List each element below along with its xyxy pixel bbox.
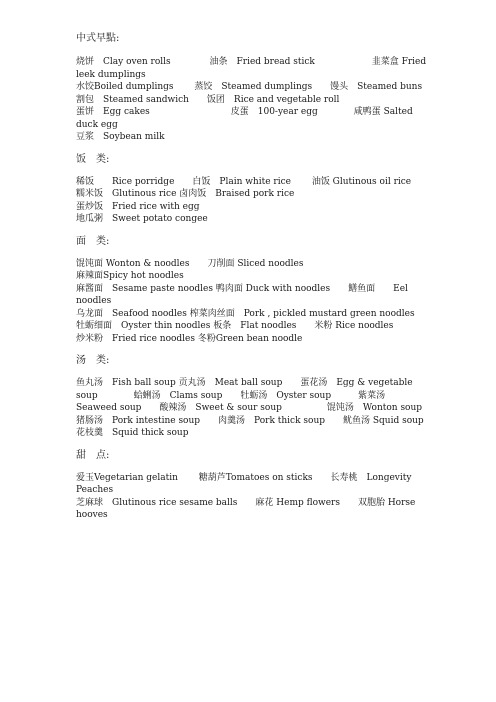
text-line: 麻辣面Spicy hot noodles bbox=[76, 271, 184, 281]
text-line: 蛋饼 Egg cakes 皮蛋 100-year egg 咸鸭蛋 Salted duck egg bbox=[76, 107, 413, 130]
document-page bbox=[76, 32, 445, 522]
text-line: 割包 Steamed sandwich 饭团 Rice and vegetable roll bbox=[76, 94, 340, 105]
section-heading: 甜 点: bbox=[76, 449, 110, 461]
section-soups bbox=[76, 354, 445, 440]
section-rice bbox=[76, 153, 428, 226]
section-breakfast bbox=[76, 56, 428, 144]
text-line: 麻酱面 Sesame paste noodles 鸭肉面 Duck with noodles 鳝鱼面 Eel noodles bbox=[76, 283, 408, 306]
text-line: 糯米饭 Glutinous rice 卤肉饭 Braised pork rice bbox=[76, 189, 295, 199]
text-line: 馄饨面 Wonton & noodles 刀削面 Sliced noodles bbox=[76, 258, 304, 269]
text-line: 水饺Boiled dumplings 蒸饺 Steamed dumplings 馒头 Steamed buns bbox=[76, 82, 423, 92]
section-desserts bbox=[76, 449, 428, 522]
text-line: 乌龙面 Seafood noodles 榨菜肉丝面 Pork , pickled mustard green noodles bbox=[76, 308, 415, 319]
text-line: 豆浆 Soybean milk bbox=[76, 132, 165, 142]
section-heading: 饭 类: bbox=[76, 153, 110, 165]
text-line: 地瓜粥 Sweet potato congee bbox=[76, 214, 208, 224]
text-line: 烧饼 Clay oven rolls 油条 Fried bread stick 韭菜盒 Fried leek dumplings bbox=[76, 57, 427, 80]
text-paragraph: 鱼丸汤 Fish ball soup 贡丸汤 Meat ball soup 蛋花汤 Egg & vegetable soup 蛤蜊汤 Clams soup 牡蛎汤 Oyster soup 紫菜汤 Seaweed soup 酸辣汤 Sweet & sour soup 馄饨汤 Wonton soup 猪肠汤 Pork intestine soup 肉羹汤 Pork thick soup 鱿鱼汤 Squid soup 花枝羹 Squid thick soup bbox=[76, 378, 445, 438]
text-line: 稀饭 Rice porridge 白饭 Plain white rice 油饭 Glutinous oil rice bbox=[76, 176, 412, 187]
text-line: 炒米粉 Fried rice noodles 冬粉Green bean noodle bbox=[76, 333, 303, 344]
section-heading: 面 类: bbox=[76, 235, 110, 247]
section-noodles bbox=[76, 235, 428, 346]
text-line: 牡蛎细面 Oyster thin noodles 板条 Flat noodles 米粉 Rice noodles bbox=[76, 321, 394, 331]
text-line: 芝麻球 Glutinous rice sesame balls 麻花 Hemp flowers 双胞胎 Horse hooves bbox=[76, 497, 416, 520]
document-title: 中式早點: bbox=[76, 33, 120, 44]
text-line: 爱玉Vegetarian gelatin 糖葫芦Tomatoes on sticks 长寿桃 Longevity Peaches bbox=[76, 472, 412, 495]
text-line: 蛋炒饭 Fried rice with egg bbox=[76, 201, 200, 212]
section-heading: 汤 类: bbox=[76, 355, 110, 366]
